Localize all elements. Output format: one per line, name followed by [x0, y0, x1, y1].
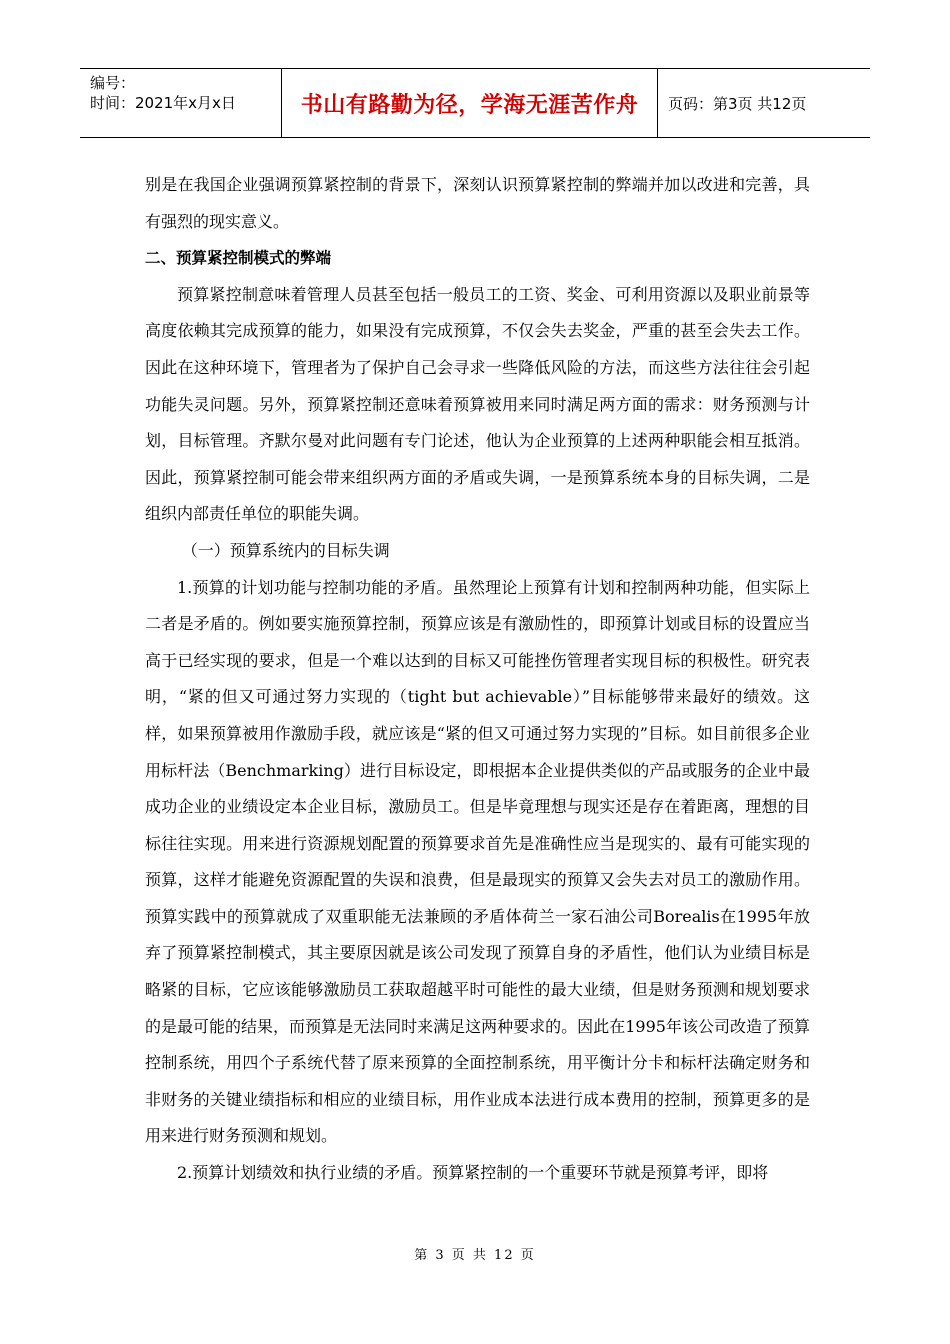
- paragraph: 1.预算的计划功能与控制功能的矛盾。虽然理论上预算有计划和控制两种功能，但实际上二者是矛盾的。例如要实施预算控制，预算应该是有激励性的，即预算计划或目标的设置应当高于已经实现的要求，但是一个难以达到的目标又可能挫伤管理者实现目标的积极性。研究表明，“紧的但又可通过努力实现的（tight but achievable）”目标能够带来最好的绩效。这样，如果预算被用作激励手段，就应该是“紧的但又可通过努力实现的”目标。如目前很多企业用标杆法（Benchmarking）进行目标设定，即根据本企业提供类似的产品或服务的企业中最成功企业的业绩设定本企业目标，激励员工。但是毕竟理想与现实还是存在着距离，理想的目标往往实现。用来进行资源规划配置的预算要求首先是准确性应当是现实的、最有可能实现的预算，这样才能避免资源配置的失误和浪费，但是最现实的预算又会失去对员工的激励作用。预算实践中的预算就成了双重职能无法兼顾的矛盾体荷兰一家石油公司Borealis在1995年放弃了预算紧控制模式，其主要原因就是该公司发现了预算自身的矛盾性，他们认为业绩目标是略紧的目标，它应该能够激励员工获取超越平时可能性的最大业绩，但是财务预测和规划要求的是最可能的结果，而预算是无法同时来满足这两种要求的。因此在1995年该公司改造了预算控制系统，用四个子系统代替了原来预算的全面控制系统，用平衡计分卡和标杆法确定财务和非财务的关键业绩指标和相应的业绩目标，用作业成本法进行成本费用的控制，预算更多的是用来进行财务预测和规划。: [145, 577, 810, 1146]
- header-meta: [80, 69, 282, 137]
- subsection-heading: （一）预算系统内的目标失调: [181, 540, 390, 560]
- paragraph: 2.预算计划绩效和执行业绩的矛盾。预算紧控制的一个重要环节就是预算考评，即将: [177, 1163, 769, 1183]
- time-label: 时间：2021年x月x日: [90, 94, 236, 112]
- document-body: [145, 167, 810, 1192]
- page-footer: 第 3 页 共 12 页: [414, 1248, 536, 1263]
- header-page-info: 页码：第3页 共12页: [668, 94, 807, 113]
- header-motto: 书山有路勤为径，学海无涯苦作舟: [282, 69, 658, 137]
- paragraph-continued: 别是在我国企业强调预算紧控制的背景下，深刻认识预算紧控制的弊端并加以改进和完善，具有强烈的现实意义。: [145, 175, 810, 231]
- section-heading: 二、预算紧控制模式的弊端: [145, 249, 332, 268]
- paragraph: 预算紧控制意味着管理人员甚至包括一般员工的工资、奖金、可利用资源以及职业前景等高度依赖其完成预算的能力，如果没有完成预算，不仅会失去奖金，严重的甚至会失去工作。因此在这种环境下，管理者为了保护自己会寻求一些降低风险的方法，而这些方法往往会引起功能失灵问题。另外，预算紧控制还意味着预算被用来同时满足两方面的需求：财务预测与计划，目标管理。齐默尔曼对此问题有专门论述，他认为企业预算的上述两种职能会相互抵消。因此，预算紧控制可能会带来组织两方面的矛盾或失调，一是预算系统本身的目标失调，二是组织内部责任单位的职能失调。: [145, 284, 810, 524]
- number-label: 编号：: [90, 74, 136, 92]
- document-header: [80, 68, 870, 138]
